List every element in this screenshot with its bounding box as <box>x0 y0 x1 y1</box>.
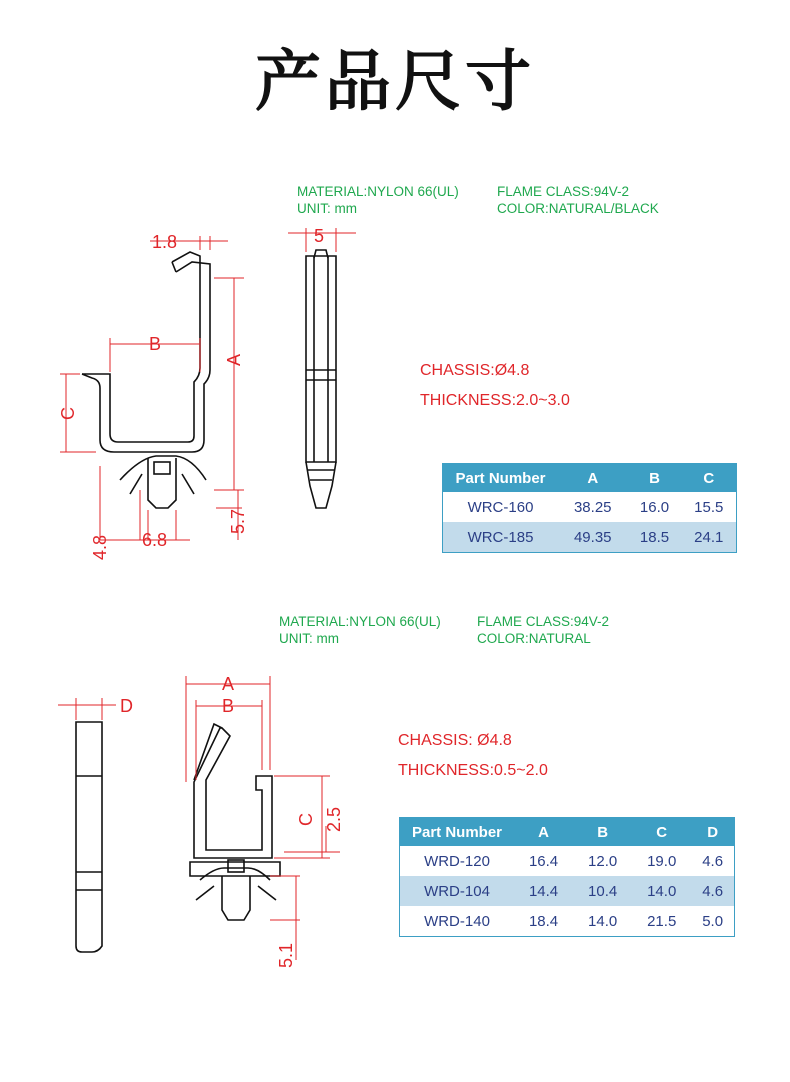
dim-5.7: 5.7 <box>228 508 248 534</box>
page-title: 产品尺寸 <box>255 43 535 120</box>
dim-a-2: A <box>222 674 235 694</box>
table-row <box>443 522 737 553</box>
dim-b: B <box>149 334 162 354</box>
table-cell: 16.4 <box>514 846 573 876</box>
dim-4.8: 4.8 <box>90 534 110 560</box>
part-table-2 <box>399 817 735 937</box>
spec-unit-2: UNIT: mm <box>279 631 339 646</box>
table-row <box>400 906 735 937</box>
dim-5: 5 <box>314 226 325 246</box>
dim-b-2: B <box>222 696 235 716</box>
table-cell: 14.0 <box>573 906 632 937</box>
spec-color-2: COLOR:NATURAL <box>477 631 591 646</box>
dim-labels-2 <box>120 674 344 968</box>
table-cell: WRC-185 <box>443 522 559 553</box>
table-cell: WRC-160 <box>443 492 559 522</box>
thickness-2: THICKNESS:0.5~2.0 <box>398 762 548 779</box>
table-row <box>400 846 735 876</box>
spec-material-1: MATERIAL:NYLON 66(UL) <box>297 184 459 199</box>
table-cell: WRD-120 <box>400 846 515 876</box>
table-cell: WRD-140 <box>400 906 515 937</box>
part-table-1 <box>442 463 737 553</box>
table-cell: 18.4 <box>514 906 573 937</box>
table-cell: 49.35 <box>558 522 627 553</box>
table-header: B <box>573 818 632 847</box>
table-header: Part Number <box>443 464 559 493</box>
table-cell: WRD-104 <box>400 876 515 906</box>
spec-material-2: MATERIAL:NYLON 66(UL) <box>279 614 441 629</box>
dim-a: A <box>224 353 244 366</box>
table-header: B <box>627 464 681 493</box>
table-row <box>400 876 735 906</box>
thickness-1: THICKNESS:2.0~3.0 <box>420 392 570 409</box>
clip-drawing-2 <box>76 722 280 952</box>
table-cell: 15.5 <box>682 492 737 522</box>
table-row <box>443 492 737 522</box>
table-cell: 14.0 <box>632 876 691 906</box>
dim-6.8: 6.8 <box>142 530 168 550</box>
table-cell: 38.25 <box>558 492 627 522</box>
table-cell: 19.0 <box>632 846 691 876</box>
table-header: D <box>691 818 734 847</box>
spec-unit-1: UNIT: mm <box>297 201 357 216</box>
table-cell: 14.4 <box>514 876 573 906</box>
table-cell: 4.6 <box>691 876 734 906</box>
table-header: Part Number <box>400 818 515 847</box>
spec-color-1: COLOR:NATURAL/BLACK <box>497 201 659 216</box>
chassis-1: CHASSIS:Ø4.8 <box>420 362 530 379</box>
table-header: C <box>632 818 691 847</box>
chassis-2: CHASSIS: Ø4.8 <box>398 732 512 749</box>
table-header: A <box>558 464 627 493</box>
dim-c-2: C <box>296 813 316 826</box>
dim-1.8: 1.8 <box>152 232 178 252</box>
table-cell: 18.5 <box>627 522 681 553</box>
spec-flame-1: FLAME CLASS:94V-2 <box>497 184 630 199</box>
table-cell: 5.0 <box>691 906 734 937</box>
spec-flame-2: FLAME CLASS:94V-2 <box>477 614 610 629</box>
dim-2.5: 2.5 <box>324 806 344 832</box>
table-cell: 16.0 <box>627 492 681 522</box>
table-cell: 24.1 <box>682 522 737 553</box>
dim-c: C <box>58 407 78 420</box>
table-cell: 21.5 <box>632 906 691 937</box>
clip-drawing-1 <box>82 250 336 508</box>
table-cell: 10.4 <box>573 876 632 906</box>
dim-d: D <box>120 696 133 716</box>
table-cell: 4.6 <box>691 846 734 876</box>
dim-5.1: 5.1 <box>276 942 296 968</box>
table-header: A <box>514 818 573 847</box>
table-header: C <box>682 464 737 493</box>
table-cell: 12.0 <box>573 846 632 876</box>
dim-labels-1 <box>58 226 324 560</box>
